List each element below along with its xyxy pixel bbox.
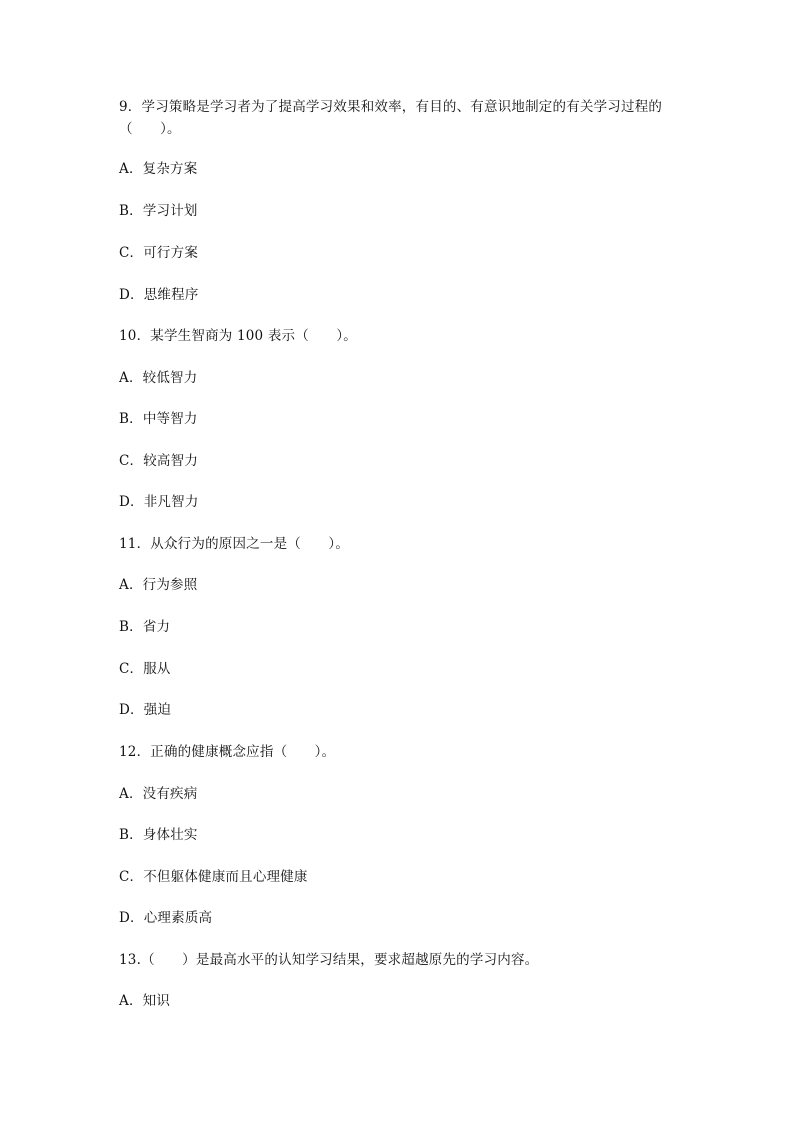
question-10-option-a: A．较低智力 — [119, 370, 198, 386]
question-10-option-d: D．非凡智力 — [119, 494, 199, 510]
question-12-option-a: A．没有疾病 — [119, 786, 198, 802]
question-10-option-b: B．中等智力 — [119, 411, 198, 427]
question-10-option-c: C．较高智力 — [119, 453, 199, 469]
question-11-option-a: A．行为参照 — [119, 577, 198, 593]
question-11-option-c: C．服从 — [119, 661, 171, 677]
question-9-option-a: A．复杂方案 — [119, 161, 198, 177]
question-12-option-b: B．身体壮实 — [119, 827, 198, 843]
question-9-option-d: D．思维程序 — [119, 287, 199, 303]
question-9-stem: 9．学习策略是学习者为了提高学习效果和效率，有目的、有意识地制定的有关学习过程的 — [119, 99, 663, 115]
question-9-option-c: C．可行方案 — [119, 245, 199, 261]
question-12-option-c: C．不但躯体健康而且心理健康 — [119, 869, 308, 885]
question-11-option-d: D．强迫 — [119, 702, 172, 718]
question-11-stem: 11．从众行为的原因之一是（ ）。 — [119, 536, 350, 552]
question-13-option-a: A．知识 — [119, 993, 171, 1009]
question-11-option-b: B．省力 — [119, 619, 171, 635]
question-13-stem: 13.（ ）是最高水平的认知学习结果，要求超越原先的学习内容。 — [119, 952, 539, 968]
question-9-stem-continued: （ ）。 — [119, 121, 181, 137]
question-10-stem: 10．某学生智商为 100 表示（ ）。 — [119, 328, 357, 344]
question-12-option-d: D．心理素质高 — [119, 910, 213, 926]
question-12-stem: 12．正确的健康概念应指（ ）。 — [119, 744, 336, 760]
question-9-option-b: B．学习计划 — [119, 203, 198, 219]
